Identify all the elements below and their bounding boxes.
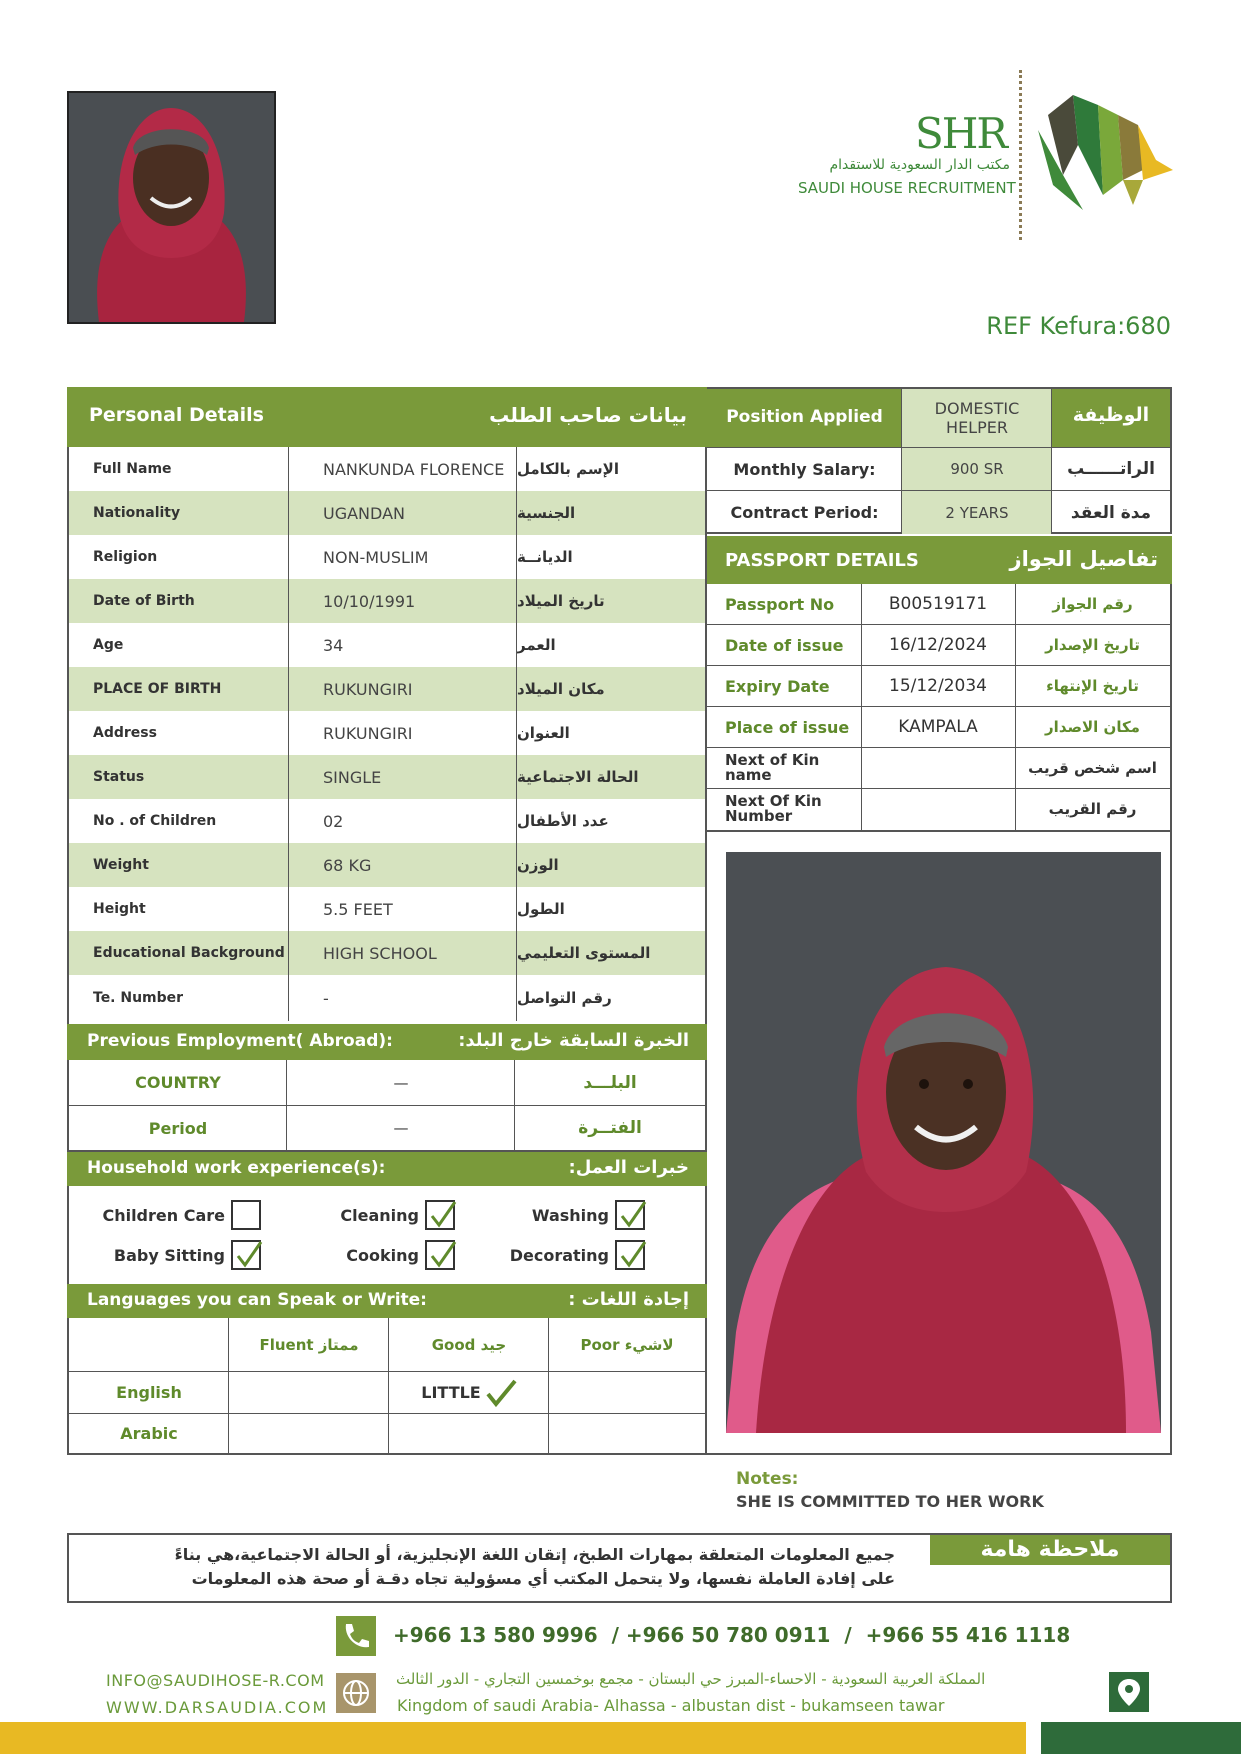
- household-header: [67, 1152, 707, 1186]
- contract-label: Contract Period:: [730, 503, 879, 522]
- row-label-ar: العنوان: [517, 724, 570, 742]
- household-item-label: Children Care: [102, 1206, 225, 1225]
- row-label: Age: [93, 637, 124, 653]
- lang-arabic-poor: [549, 1414, 705, 1453]
- disclaimer-line-1: جميع المعلومات المتعلقة بمهارات الطبخ، إتقان اللغة الإنجليزية، أو الحالة الاجتماعية،هي بناءً: [174, 1545, 895, 1564]
- decorating-checkbox[interactable]: [615, 1240, 645, 1270]
- position-label: Position Applied: [726, 407, 883, 427]
- household-item-label: Cooking: [346, 1246, 419, 1265]
- passport-row-value: 16/12/2024: [889, 635, 987, 655]
- household-item: [269, 1240, 455, 1272]
- passport-row-label: Expiry Date: [725, 676, 830, 696]
- household-panel: [67, 1186, 707, 1284]
- row-value: SINGLE: [323, 767, 382, 787]
- household-item: [459, 1240, 645, 1272]
- check-icon: [485, 1378, 517, 1408]
- row-label-ar: رقم التواصل: [517, 989, 612, 1007]
- lang-col-fluent: Fluent ممتاز: [259, 1335, 359, 1354]
- row-label: Address: [93, 725, 157, 741]
- lang-row-name: English: [116, 1383, 182, 1402]
- contract-value: 2 YEARS: [902, 491, 1052, 534]
- household-title-en: Household work experience(s):: [87, 1158, 386, 1178]
- logo-initials: SHR: [915, 109, 1007, 158]
- personal-details-header: [67, 387, 707, 447]
- position-label-cell: [707, 389, 902, 447]
- notes-label: Notes:: [736, 1469, 799, 1489]
- table-row: [69, 579, 705, 623]
- row-label-ar: الوزن: [517, 856, 559, 874]
- table-row: [69, 843, 705, 887]
- applicant-photo-large: [726, 852, 1161, 1433]
- position-value: DOMESTIC HELPER: [902, 389, 1052, 447]
- cooking-checkbox[interactable]: [425, 1240, 455, 1270]
- passport-row-label-ar: تاريخ الإصدار: [1045, 636, 1140, 654]
- prev-employment-title-ar: الخبرة السابقة خارج البلد:: [458, 1030, 689, 1051]
- salary-label-ar: الراتــــــب: [1067, 459, 1155, 479]
- row-label: PLACE OF BIRTH: [93, 681, 222, 697]
- row-value: UGANDAN: [323, 503, 405, 523]
- footer-bar-green: [1041, 1722, 1241, 1754]
- email[interactable]: INFO@SAUDIHOSE-R.COM: [106, 1671, 325, 1690]
- household-item: [269, 1200, 455, 1232]
- row-label: Full Name: [93, 461, 172, 477]
- children-care-checkbox[interactable]: [231, 1200, 261, 1230]
- row-label: Nationality: [93, 505, 181, 521]
- household-item-label: Baby Sitting: [113, 1246, 225, 1265]
- personal-details-title-ar: بيانات صاحب الطلب: [489, 403, 687, 427]
- logo-arabic-name: مكتب الدار السعودية للاستقدام: [829, 157, 1010, 173]
- row-label-ar: الديانــة: [517, 548, 573, 566]
- personal-details-table: [67, 447, 707, 1024]
- row-label-ar: تاريخ الميلاد: [517, 592, 605, 610]
- baby-sitting-checkbox[interactable]: [231, 1240, 261, 1270]
- passport-row-label: Date of issue: [725, 635, 844, 655]
- row-value: NON-MUSLIM: [323, 547, 429, 567]
- kin-name-label: Next of Kin name: [725, 751, 820, 784]
- table-row: [69, 535, 705, 579]
- passport-row-label: Passport No: [725, 594, 835, 614]
- disclaimer-line-2: على إفادة العاملة نفسها، ولا يتحمل المكتب أي مسؤولية تجاه دقـة أو صحة هذه المعلومات: [191, 1569, 895, 1588]
- row-value: RUKUNGIRI: [323, 679, 413, 699]
- lang-english-poor: [549, 1372, 705, 1413]
- prev-employment-table: [67, 1060, 707, 1152]
- personal-details-title-en: Personal Details: [89, 404, 264, 426]
- row-label: Height: [93, 901, 146, 917]
- location-icon: [1109, 1672, 1149, 1712]
- lang-arabic-fluent: [229, 1414, 389, 1453]
- position-label-ar: الوظيفة: [1072, 404, 1150, 426]
- lang-row-name: Arabic: [120, 1424, 178, 1443]
- household-item-label: Cleaning: [340, 1206, 419, 1225]
- passport-title-ar: تفاصيل الجواز: [1009, 547, 1158, 571]
- table-row: [69, 623, 705, 667]
- passport-row-label-ar: تاريخ الإنتهاء: [1046, 677, 1139, 695]
- passport-row-value: 15/12/2034: [889, 676, 987, 696]
- languages-table: [67, 1318, 707, 1455]
- kin-name-label-ar: اسم شخص قريب: [1028, 759, 1157, 777]
- passport-row-label: Place of issue: [725, 717, 850, 737]
- photo-panel: [707, 832, 1172, 1455]
- row-label-ar: الطول: [517, 900, 565, 918]
- reference-number: REF Kefura:680: [986, 312, 1171, 340]
- company-logo: [790, 65, 1180, 240]
- row-label-ar: الإسم بالكامل: [517, 460, 619, 478]
- kin-number-label-ar: رقم القريب: [1048, 800, 1137, 818]
- period-value: —: [393, 1119, 409, 1137]
- globe-icon: [336, 1673, 376, 1713]
- household-item: [69, 1240, 261, 1272]
- passport-row-value: KAMPALA: [898, 717, 978, 737]
- position-block: [707, 387, 1172, 534]
- prev-employment-title-en: Previous Employment( Abroad):: [87, 1031, 393, 1051]
- passport-row-label-ar: رقم الجواز: [1052, 595, 1133, 613]
- disclaimer-title: ملاحظة هامة: [930, 1535, 1170, 1565]
- country-label-ar: البلـــد: [583, 1072, 637, 1093]
- lang-col-good: Good جيد: [431, 1335, 507, 1354]
- row-label: Date of Birth: [93, 593, 195, 609]
- row-label: Te. Number: [93, 990, 184, 1006]
- row-label-ar: مكان الميلاد: [517, 680, 605, 698]
- period-label-ar: الفتــرة: [578, 1118, 642, 1138]
- salary-value: 900 SR: [902, 448, 1052, 490]
- languages-title-ar: إجادة اللغات :: [568, 1289, 689, 1310]
- languages-header: [67, 1284, 707, 1318]
- logo-divider: [1019, 70, 1022, 240]
- row-value: 34: [323, 635, 344, 655]
- lang-english-good: [389, 1372, 549, 1413]
- passport-row-label-ar: مكان الاصدار: [1045, 718, 1140, 736]
- disclaimer-box: [67, 1533, 1172, 1603]
- saudi-map-icon: [1028, 85, 1178, 215]
- table-row: [69, 887, 705, 931]
- row-label-ar: الجنسية: [517, 504, 576, 522]
- website[interactable]: WWW.DARSAUDIA.COM: [106, 1698, 329, 1717]
- row-value: 68 KG: [323, 855, 372, 875]
- row-label: No . of Children: [93, 813, 217, 829]
- period-label: Period: [148, 1118, 208, 1138]
- check-icon: [429, 1200, 457, 1230]
- passport-row-value: B00519171: [888, 594, 988, 614]
- table-row: [69, 755, 705, 799]
- passport-title-en: PASSPORT DETAILS: [725, 550, 919, 571]
- table-row: [69, 447, 705, 491]
- table-row: [69, 931, 705, 975]
- position-ar-cell: [1052, 389, 1170, 447]
- lang-english-fluent: [229, 1372, 389, 1413]
- lang-col-poor: Poor لاشيء: [580, 1335, 674, 1354]
- row-label-ar: عدد الأطفال: [517, 812, 609, 830]
- phone-numbers[interactable]: +966 13 580 9996 / +966 50 780 0911 / +966 55 416 1118: [393, 1623, 1071, 1647]
- household-item-label: Washing: [531, 1206, 609, 1225]
- row-label: Religion: [93, 549, 158, 565]
- table-row: [69, 799, 705, 843]
- row-label-ar: المستوى التعليمي: [517, 944, 651, 962]
- household-item: [459, 1200, 645, 1232]
- check-icon: [429, 1240, 457, 1270]
- passport-header: [707, 536, 1172, 584]
- table-row: [69, 667, 705, 711]
- row-label: Educational Background: [93, 945, 285, 961]
- kin-number-value: [861, 789, 1015, 829]
- logo-english-name: SAUDI HOUSE RECRUITMENT: [798, 179, 1016, 197]
- row-value: 02: [323, 811, 344, 831]
- row-label-ar: الحالة الاجتماعية: [517, 768, 639, 786]
- household-title-ar: خبرات العمل:: [568, 1157, 689, 1178]
- address-arabic: المملكة العربية السعودية - الاحساء-المبرز حي البستان - مجمع بوخمسين التجاري - الدور الثالث: [396, 1670, 986, 1688]
- household-item: [69, 1200, 261, 1232]
- table-row: [69, 975, 705, 1021]
- row-value: 5.5 FEET: [323, 899, 393, 919]
- row-value: NANKUNDA FLORENCE: [323, 459, 505, 479]
- footer-bar-yellow: [0, 1722, 1026, 1754]
- check-icon: [619, 1240, 647, 1270]
- household-item-label: Decorating: [509, 1246, 609, 1265]
- country-value: —: [393, 1073, 409, 1092]
- lang-english-good-text: LITTLE: [421, 1383, 481, 1402]
- lang-arabic-good: [389, 1414, 549, 1453]
- prev-employment-header: [67, 1024, 707, 1060]
- row-value: HIGH SCHOOL: [323, 943, 437, 963]
- cleaning-checkbox[interactable]: [425, 1200, 455, 1230]
- applicant-photo-small: [67, 91, 276, 324]
- row-label: Status: [93, 769, 145, 785]
- row-value: 10/10/1991: [323, 591, 416, 611]
- table-row: [69, 711, 705, 755]
- kin-name-value: [861, 748, 1015, 788]
- check-icon: [235, 1240, 263, 1270]
- washing-checkbox[interactable]: [615, 1200, 645, 1230]
- notes-text: SHE IS COMMITTED TO HER WORK: [736, 1492, 1044, 1511]
- row-label-ar: العمر: [517, 636, 556, 654]
- table-row: [69, 491, 705, 535]
- row-value: -: [323, 988, 329, 1008]
- check-icon: [619, 1200, 647, 1230]
- address-english: Kingdom of saudi Arabia- Alhassa - albustan dist - bukamseen tawar: [397, 1696, 945, 1715]
- passport-table: [707, 584, 1172, 832]
- row-label: Weight: [93, 857, 149, 873]
- kin-number-label: Next Of Kin Number: [725, 792, 822, 825]
- languages-title-en: Languages you can Speak or Write:: [87, 1290, 427, 1310]
- row-value: RUKUNGIRI: [323, 723, 413, 743]
- country-label: COUNTRY: [135, 1073, 221, 1092]
- phone-icon: [336, 1616, 376, 1656]
- contract-label-ar: مدة العقد: [1070, 502, 1152, 523]
- salary-label: Monthly Salary:: [733, 459, 876, 479]
